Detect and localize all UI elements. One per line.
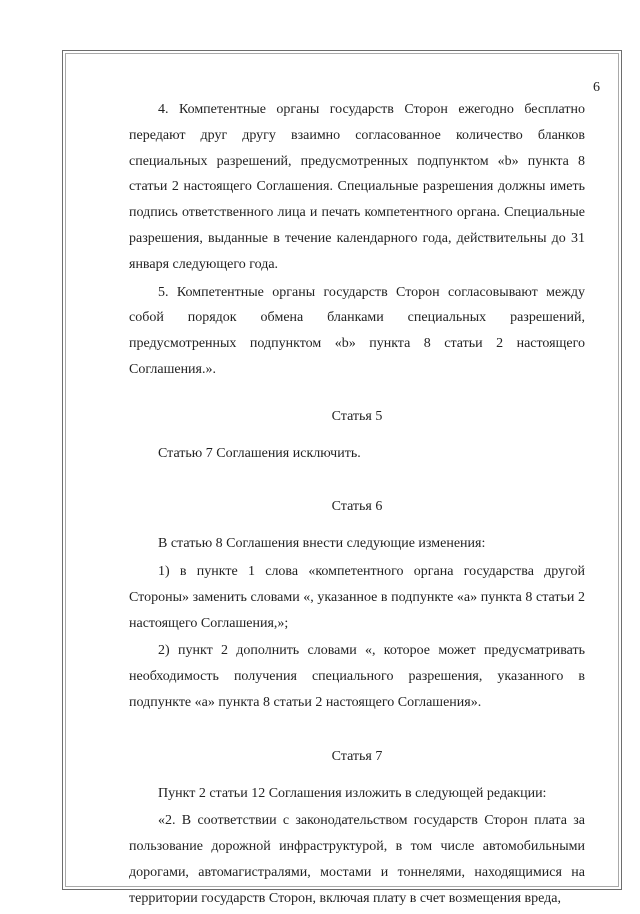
paragraph-item-4: 4. Компетентные органы государств Сторон ежегодно бесплатно передают друг другу взаимно согласованное количество бланков специальных разрешений, предусмотренных подпунктом «b» пункта 8 статьи 2 настоящего Соглашения. Специальные разрешения должны иметь подпись ответственного лица и печать компетентного органа. Специальные разрешения, выданные в течение календарного года, действительны до 31 января следующего года. [129, 102, 585, 272]
heading-article-5: Статья 5 [331, 408, 383, 424]
heading-article-6: Статья 6 [331, 499, 383, 515]
heading-article-7: Статья 7 [331, 748, 383, 764]
paragraph-item-5: 5. Компетентные органы государств Сторон согласовывают между собой порядок обмена бланками специальных разрешений, предусмотренных подпунктом «b» пункта 8 статьи 2 настоящего Соглашения.». [129, 284, 585, 377]
paragraph-article-7-quote: «2. В соответствии с законодательством государств Сторон плата за пользование дорожной инфраструктурой, в том числе автомобильными дорогами, автомагистралями, мостами и тоннелями, находящимися на территории государств Сторон, включая плату в счет возмещения вреда, [129, 813, 585, 906]
paragraph-article-6-intro: В статью 8 Соглашения внести следующие изменения: [158, 536, 486, 552]
page-number: 6 [593, 80, 600, 95]
paragraph-article-7-intro: Пункт 2 статьи 12 Соглашения изложить в следующей редакции: [158, 785, 547, 801]
document-body [129, 97, 585, 914]
paragraph-article-6-sub-1: 1) в пункте 1 слова «компетентного органа государства другой Стороны» заменить словами «, указанное в подпункте «а» пункта 8 статьи 2 настоящего Соглашения,»; [129, 563, 585, 631]
paragraph-article-5: Статью 7 Соглашения исключить. [158, 445, 361, 461]
paragraph-article-6-sub-2: 2) пункт 2 дополнить словами «, которое может предусматривать необходимость получения специального разрешения, указанного в подпункте «а» пункта 8 статьи 2 настоящего Соглашения». [129, 643, 585, 710]
